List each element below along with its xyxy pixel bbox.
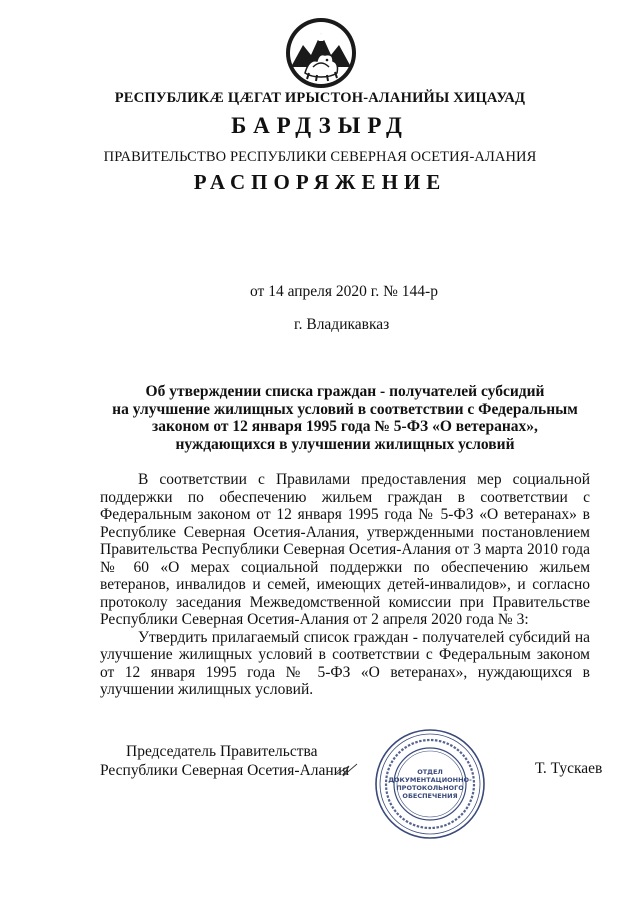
official-stamp-icon	[374, 728, 486, 840]
signatory-position	[100, 742, 349, 780]
title-line: законом от 12 января 1995 года № 5-ФЗ «О ветеранах»,	[152, 418, 538, 435]
svg-text:ПРОТОКОЛЬНОГО: ПРОТОКОЛЬНОГО	[396, 784, 464, 792]
header-government-line: ПРАВИТЕЛЬСТВО РЕСПУБЛИКИ СЕВЕРНАЯ ОСЕТИЯ-АЛАНИЯ	[103, 149, 537, 165]
svg-text:ОТДЕЛ: ОТДЕЛ	[417, 768, 443, 776]
coat-of-arms-icon	[283, 15, 359, 91]
document-title	[100, 383, 590, 453]
header-ossetian-title: БАРДЗЫРД	[231, 113, 409, 138]
body-paragraph-preamble: В соответствии с Правилами предоставления мер социальной поддержки по обеспечению жильем граждан в соответствии с Федеральным законом от 12 января 1995 года № 5-ФЗ «О ветеранах» в Республике Северная Осетия-Алания, утвержденными постановлением Правительства Республики Северная Осетия-Алания от 3 марта 2010 года № 60 «О мерах социальной поддержки по обеспечению жильем ветеранов, инвалидов и семей, имеющих детей-инвалидов», и согласно протоколу заседания Межведомственной комиссии при Правительстве Республики Северная Осетия-Алания от 2 апреля 2020 года № 3:	[100, 471, 590, 628]
signature-scribble-icon	[335, 760, 365, 780]
signatory-position-line2: Республики Северная Осетия-Алания	[100, 762, 350, 779]
signatory-position-line1: Председатель Правительства	[126, 743, 318, 760]
signatory-name: Т. Тускаев	[535, 760, 603, 777]
svg-text:ОБЕСПЕЧЕНИЯ: ОБЕСПЕЧЕНИЯ	[402, 792, 458, 800]
title-line: Об утверждении списка граждан - получателей субсидий	[145, 383, 545, 400]
title-line: нуждающихся в улучшении жилищных условий	[175, 435, 515, 453]
city: г. Владикавказ	[294, 316, 390, 333]
svg-text:ДОКУМЕНТАЦИОННО-: ДОКУМЕНТАЦИОННО-	[388, 776, 472, 784]
header-ossetian-line: РЕСПУБЛИКӔ ЦӔГАТ ИРЫСТОН-АЛАНИЙЫ ХИЦАУАД	[114, 90, 526, 106]
date-number: от 14 апреля 2020 г. № 144-р	[250, 283, 438, 300]
title-line: на улучшение жилищных условий в соответствии с Федеральным	[112, 400, 578, 418]
document-type-title: РАСПОРЯЖЕНИЕ	[193, 170, 447, 194]
body-paragraph-resolution: Утвердить прилагаемый список граждан - получателей субсидий на улучшение жилищных условий в соответствии с Федеральным законом от 12 января 1995 года № 5-ФЗ «О ветеранах», нуждающихся в улучшении жилищных условий.	[100, 628, 590, 698]
document-body	[100, 471, 590, 699]
